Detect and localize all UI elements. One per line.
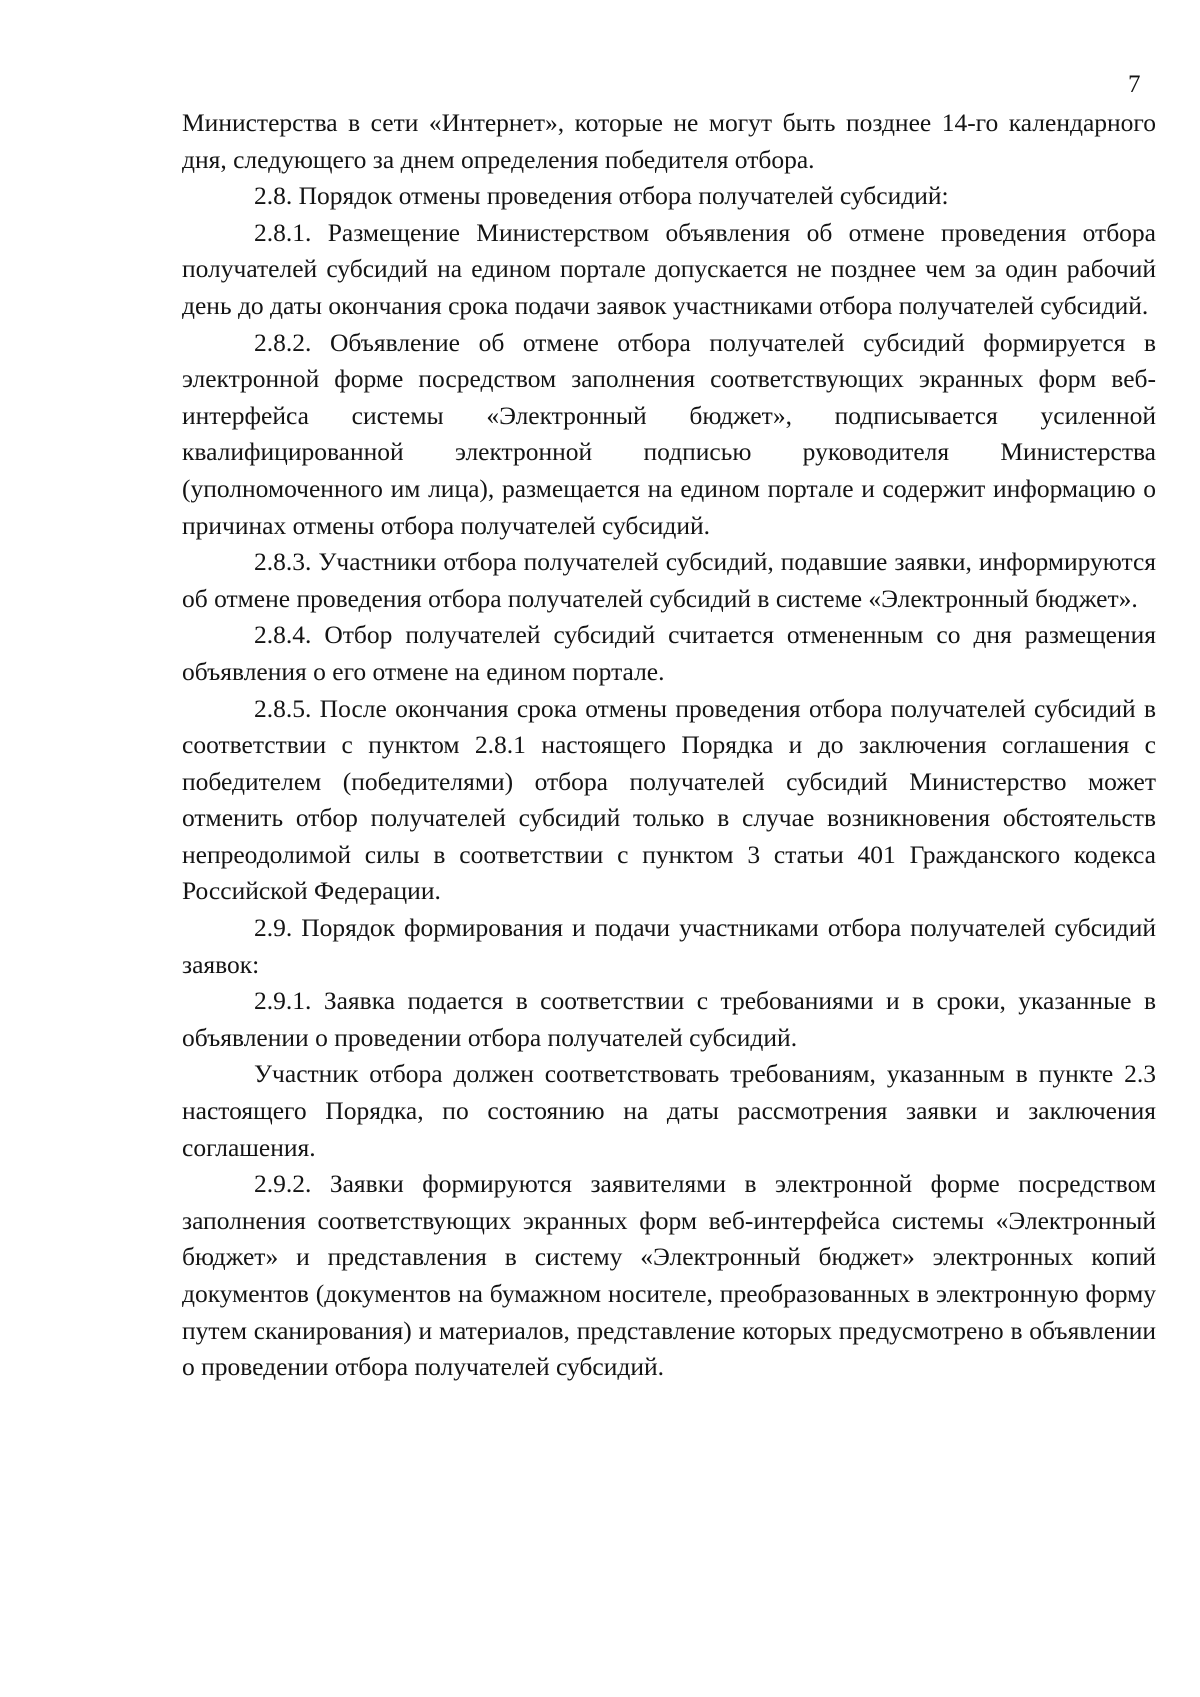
paragraph-2-9: 2.9. Порядок формирования и подачи участниками отбора получателей субсидий заявок: <box>182 913 1156 979</box>
paragraph-2-8-1: 2.8.1. Размещение Министерством объявления об отмене проведения отбора получателей субсидий на едином портале допускается не позднее чем за один рабочий день до даты окончания срока подачи заявок участниками отбора получателей субсидий. <box>182 217 1156 320</box>
paragraph-continuation: Министерства в сети «Интернет», которые не могут быть позднее 14-го календарного дня, следующего за днем определения победителя отбора. <box>182 108 1156 174</box>
paragraph-2-8-4: 2.8.4. Отбор получателей субсидий считается отмененным со дня размещения объявления о его отмене на едином портале. <box>182 620 1156 686</box>
paragraph-2-9-2: 2.9.2. Заявки формируются заявителями в электронной форме посредством заполнения соответствующих экранных форм веб-интерфейса системы «Электронный бюджет» и представления в систему «Электронный бюджет» электронных копий документов (документов на бумажном носителе, преобразованных в электронную форму путем сканирования) и материалов, представление которых предусмотрено в объявлении о проведении отбора получателей субсидий. <box>182 1169 1156 1382</box>
paragraph-2-8-3: 2.8.3. Участники отбора получателей субсидий, подавшие заявки, информируются об отмене проведения отбора получателей субсидий в системе «Электронный бюджет». <box>182 547 1156 613</box>
paragraph-participant-requirements: Участник отбора должен соответствовать требованиям, указанным в пункте 2.3 настоящего Порядка, по состоянию на даты рассмотрения заявки и заключения соглашения. <box>182 1059 1156 1162</box>
document-body <box>182 105 1156 1386</box>
paragraph-2-8: 2.8. Порядок отмены проведения отбора получателей субсидий: <box>254 181 949 211</box>
page-number: 7 <box>1128 71 1141 98</box>
paragraph-2-9-1: 2.9.1. Заявка подается в соответствии с требованиями и в сроки, указанные в объявлении о проведении отбора получателей субсидий. <box>182 986 1156 1052</box>
paragraph-2-8-2: 2.8.2. Объявление об отмене отбора получателей субсидий формируется в электронной форме посредством заполнения соответствующих экранных форм веб-интерфейса системы «Электронный бюджет», подписывается усиленной квалифицированной электронной подписью руководителя Министерства (уполномоченного им лица), размещается на едином портале и содержит информацию о причинах отмены отбора получателей субсидий. <box>182 327 1156 540</box>
paragraph-2-8-5: 2.8.5. После окончания срока отмены проведения отбора получателей субсидий в соответствии с пунктом 2.8.1 настоящего Порядка и до заключения соглашения с победителем (победителями) отбора получателей субсидий Министерство может отменить отбор получателей субсидий только в случае возникновения обстоятельств непреодолимой силы в соответствии с пунктом 3 статьи 401 Гражданского кодекса Российской Федерации. <box>182 693 1156 906</box>
